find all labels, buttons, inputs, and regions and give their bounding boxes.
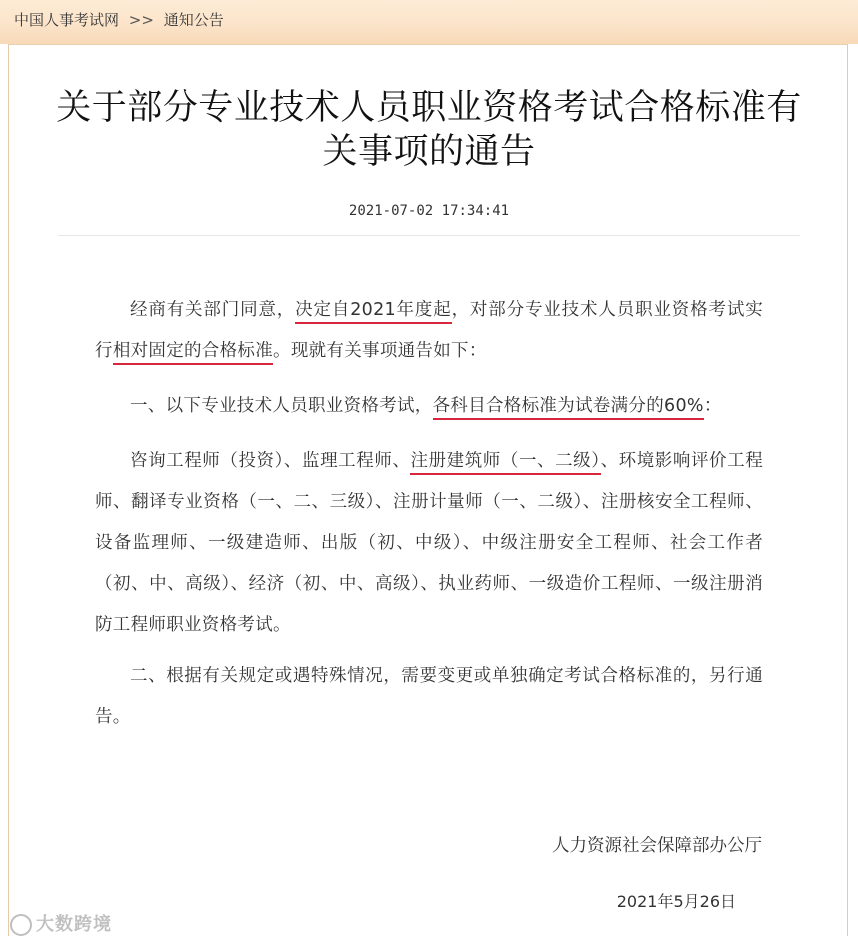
signature-date: 2021年5月26日 [616, 892, 736, 911]
intro-text-2: ，对部分专业技术人员职业资格考试实行 [95, 300, 763, 361]
highlight-year-start: 决定自2021年度起 [295, 300, 451, 324]
intro-text-1: 经商有关部门同意， [130, 300, 296, 320]
breadcrumb-section-link[interactable]: 通知公告 [163, 11, 224, 29]
exam-list-text-1: 咨询工程师（投资）、监理工程师、 [130, 451, 411, 471]
title-divider [58, 235, 800, 236]
breadcrumb-separator: >> [128, 11, 154, 29]
breadcrumb [14, 9, 224, 30]
exam-list-text-2: 、环境影响评价工程师、翻译专业资格（一、二、三级）、注册计量师（一、二级）、注册核安全工程师、设备监理师、一级建造师、出版（初、中级）、中级注册安全工程师、社会工作者（初、中、高级）、经济（初、中、高级）、执业药师、一级造价工程师、一级注册消防工程师职业资格考试。 [95, 451, 763, 635]
intro-text-3: 。现就有关事项通告如下： [273, 341, 487, 361]
watermark-logo-icon [10, 914, 32, 936]
item-one-text-1: 一、以下专业技术人员职业资格考试， [130, 396, 433, 416]
highlight-passing-60: 各科目合格标准为试卷满分的60% [433, 396, 704, 420]
paragraph-intro [95, 290, 763, 372]
highlight-fixed-standard: 相对固定的合格标准 [113, 341, 273, 365]
highlight-architect: 注册建筑师（一、二级） [410, 451, 600, 475]
watermark [10, 910, 112, 936]
article-body [95, 290, 763, 752]
signature-issuer: 人力资源社会保障部办公厅 [552, 836, 762, 856]
watermark-text: 大数跨境 [36, 914, 112, 935]
paragraph-item-two: 二、根据有关规定或遇特殊情况，需要变更或单独确定考试合格标准的，另行通告。 [95, 666, 763, 727]
breadcrumb-site-link[interactable]: 中国人事考试网 [14, 11, 120, 29]
publish-datetime: 2021-07-02 17:34:41 [348, 203, 510, 219]
article-title: 关于部分专业技术人员职业资格考试合格标准有关事项的通告 [56, 88, 802, 172]
paragraph-exam-list [95, 441, 763, 646]
item-one-text-2: ： [703, 396, 722, 416]
paragraph-item-one [95, 386, 763, 427]
